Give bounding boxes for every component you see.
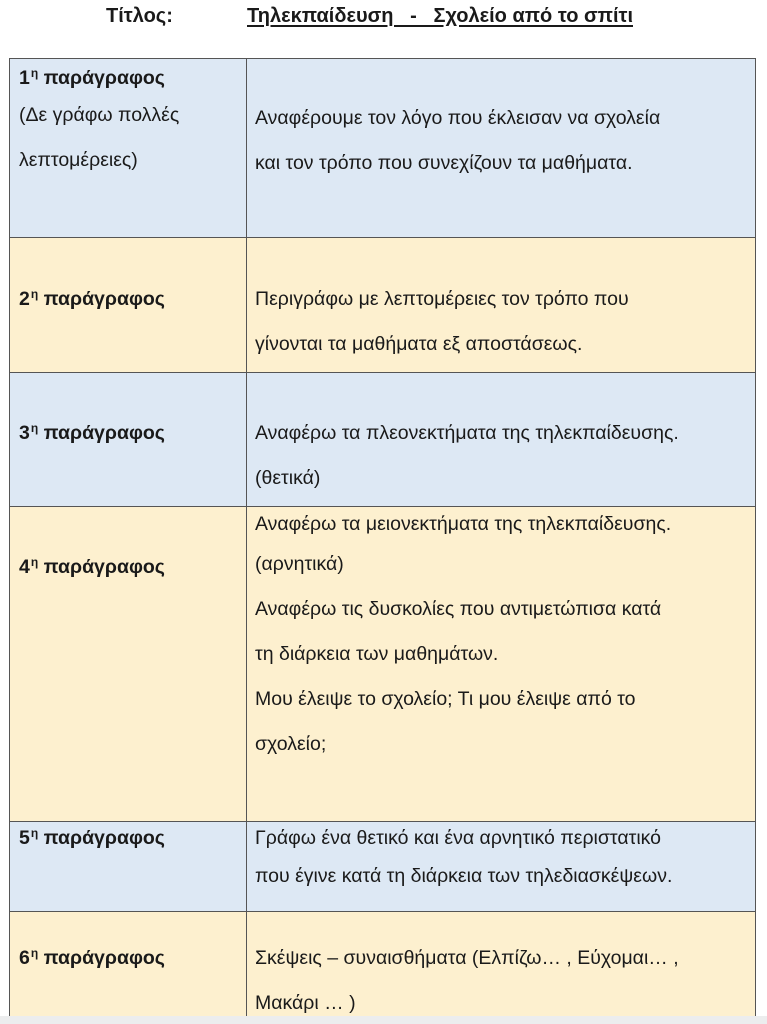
description-line: γίνονται τα μαθήματα εξ αποστάσεως. <box>255 333 583 355</box>
document-title: Τηλεκπαίδευση - Σχολείο από το σπίτι <box>247 5 633 27</box>
paragraph-description-cell <box>247 507 756 822</box>
description-line: τη διάρκεια των μαθημάτων. <box>255 643 499 665</box>
description-line: Περιγράφω με λεπτομέρειες τον τρόπο που <box>255 288 629 310</box>
table-row-paragraph-4 <box>10 507 756 822</box>
paragraph-label: $6^\eta$ παράγραφος <box>19 946 165 969</box>
table-row-paragraph-5 <box>10 822 756 912</box>
paragraph-label-cell <box>10 238 247 373</box>
table-row-paragraph-1 <box>10 59 756 238</box>
paragraph-description-cell <box>247 238 756 373</box>
paragraph-label: $1^\eta$ παράγραφος <box>19 66 165 89</box>
paragraph-label-cell <box>10 822 247 912</box>
description-line: και τον τρόπο που συνεχίζουν τα μαθήματα. <box>255 152 633 174</box>
paragraph-label: $4^\eta$ παράγραφος <box>19 555 165 578</box>
paragraph-description-cell <box>247 822 756 912</box>
paragraph-label: $3^\eta$ παράγραφος <box>19 421 165 444</box>
description-line: που έγινε κατά τη διάρκεια των τηλεδιασκέψεων. <box>255 865 673 887</box>
document-title-row <box>0 2 767 32</box>
paragraph-label-cell <box>10 507 247 822</box>
paragraph-description-cell <box>247 373 756 507</box>
description-line: Αναφέρουμε τον λόγο που έκλεισαν να σχολεία <box>255 107 661 129</box>
table-row-paragraph-2 <box>10 238 756 373</box>
paragraph-label: $2^\eta$ παράγραφος <box>19 287 165 310</box>
paragraph-label: $5^\eta$ παράγραφος <box>19 826 165 849</box>
paragraph-description-cell <box>247 59 756 238</box>
paragraph-label-cell <box>10 59 247 238</box>
title-label: Τίτλος: <box>106 5 173 27</box>
bottom-scroll-strip <box>0 1016 767 1024</box>
description-line: Αναφέρω τα πλεονεκτήματα της τηλεκπαίδευσης. <box>255 422 679 444</box>
paragraph-description-cell <box>247 912 756 1024</box>
description-line: Αναφέρω τα μειονεκτήματα της τηλεκπαίδευσης. <box>255 513 672 535</box>
table-row-paragraph-3 <box>10 373 756 507</box>
description-line: Αναφέρω τις δυσκολίες που αντιμετώπισα κατά <box>255 598 662 620</box>
paragraph-note: λεπτομέρειες) <box>19 149 138 171</box>
paragraph-label-cell <box>10 912 247 1024</box>
description-line: σχολείο; <box>255 733 327 755</box>
description-line: Μακάρι … ) <box>255 992 356 1014</box>
description-line: Σκέψεις – συναισθήματα (Ελπίζω… , Εύχομαι… , <box>255 947 679 969</box>
description-line: Γράφω ένα θετικό και ένα αρνητικό περιστατικό <box>255 827 662 849</box>
description-line: (θετικά) <box>255 467 321 489</box>
paragraph-note: (Δε γράφω πολλές <box>19 104 180 126</box>
paragraph-label-cell <box>10 373 247 507</box>
table-row-paragraph-6 <box>10 912 756 1024</box>
paragraph-plan-table <box>9 58 756 1024</box>
description-line: (αρνητικά) <box>255 553 344 575</box>
description-line: Μου έλειψε το σχολείο; Τι μου έλειψε από το <box>255 688 636 710</box>
